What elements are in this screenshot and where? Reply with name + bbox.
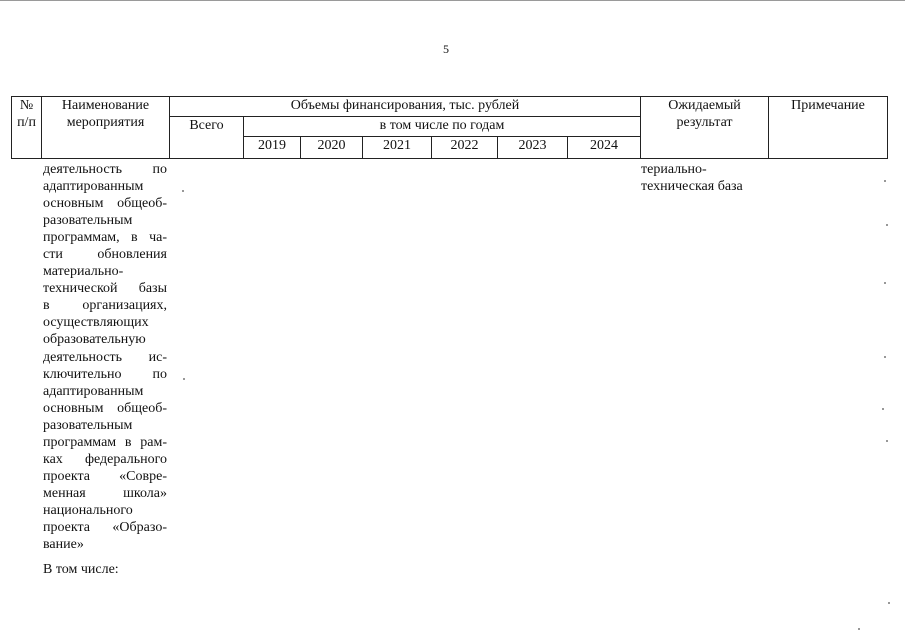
name-line: ключительно по xyxy=(43,366,167,382)
activity-name-text xyxy=(43,161,167,553)
result-line: техническая база xyxy=(641,179,743,194)
name-line: основным общеоб- xyxy=(43,400,167,416)
name-line: программам в рам- xyxy=(43,434,167,450)
name-line: разовательным xyxy=(43,213,133,229)
header-year-2021: 2021 xyxy=(363,137,432,159)
header-year-2019: 2019 xyxy=(244,137,301,159)
scan-speck xyxy=(886,224,888,226)
header-by-year: в том числе по годам xyxy=(244,117,641,137)
name-line: адаптированным xyxy=(43,383,144,399)
header-total: Всего xyxy=(170,117,244,159)
page-number: 5 xyxy=(443,42,449,56)
scan-speck xyxy=(182,190,184,192)
name-line: национального xyxy=(43,502,133,518)
name-line: вание» xyxy=(43,537,84,553)
header-funding: Объемы финансирования, тыс. рублей xyxy=(170,97,641,117)
top-rule xyxy=(0,0,905,1)
name-line: деятельность по xyxy=(43,162,167,177)
header-name: Наименование мероприятия xyxy=(42,97,170,159)
scan-speck xyxy=(882,408,884,410)
name-line: проекта «Совре- xyxy=(43,468,167,484)
result-line: териально- xyxy=(641,162,707,177)
name-line: материально- xyxy=(43,264,124,280)
name-line: основным общеоб- xyxy=(43,196,167,212)
header-year-2020: 2020 xyxy=(301,137,363,159)
header-year-2022: 2022 xyxy=(432,137,498,159)
scan-speck xyxy=(183,378,185,380)
header-expected-result: Ожидаемый результат xyxy=(641,97,769,159)
in-total-label: В том числе: xyxy=(43,562,119,577)
header-year-2024: 2024 xyxy=(568,137,641,159)
scan-speck xyxy=(884,180,886,182)
name-line: программам, в ча- xyxy=(43,230,167,246)
funding-table-header xyxy=(11,96,888,159)
scan-speck xyxy=(858,628,860,630)
scan-speck xyxy=(884,282,886,284)
name-line: технической базы xyxy=(43,281,167,297)
scan-speck xyxy=(884,356,886,358)
name-line: в организациях, xyxy=(43,298,167,314)
header-year-2023: 2023 xyxy=(498,137,568,159)
expected-result-text xyxy=(641,161,743,195)
scan-speck xyxy=(888,602,890,604)
header-note: Примечание xyxy=(769,97,888,159)
name-line: осуществляющих xyxy=(43,315,149,331)
name-line: адаптированным xyxy=(43,179,144,195)
name-line: менная школа» xyxy=(43,485,167,501)
name-line: разовательным xyxy=(43,417,133,433)
header-num: № п/п xyxy=(12,97,42,159)
name-line: образовательную xyxy=(43,332,146,348)
scan-speck xyxy=(886,440,888,442)
name-line: проекта «Образо- xyxy=(43,519,167,535)
name-line: деятельность ис- xyxy=(43,349,167,365)
name-line: ках федерального xyxy=(43,451,167,467)
name-line: сти обновления xyxy=(43,247,167,263)
